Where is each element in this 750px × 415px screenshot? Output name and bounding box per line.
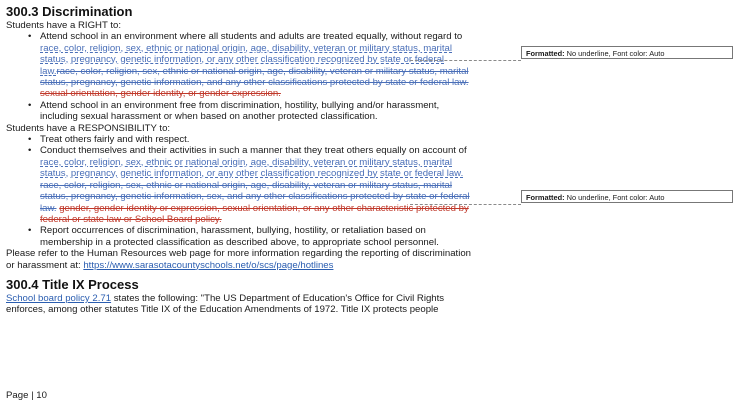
responsibility-intro: Students have a RESPONSIBILITY to: [6,122,171,134]
deleted-text-red: gender, gender identity or expression, sexual orientation, or any other characteristic protected by federal or state law or School Board policy. [40,202,469,225]
format-comment-1[interactable] [521,46,733,59]
list-item [6,134,476,145]
document-body [6,4,476,316]
rights-list [6,31,476,122]
section-heading-title-ix: 300.4 Title IX Process [6,276,139,292]
list-item [6,145,476,225]
responsibility-item-3-text: Report occurrences of discrimination, harassment, bullying, hostility, or retaliation based on membership in a protected classification as described above, to appropriate school personnel. [40,225,439,248]
comment-label: Formatted: [526,49,565,58]
list-item [6,100,476,123]
deleted-text: race, color, religion, sex, ethnic or national origin, age, disability, veteran or military status, marital status, pregnancy, genetic information, and any other classifications protected by state or federal law. [40,65,469,89]
hotlines-link[interactable]: https://www.sarasotacountyschools.net/o/scs/page/hotlines [83,259,334,271]
comment-connector [410,60,521,61]
rights-item-2-text: Attend school in an environment free from discrimination, hostility, bullying and/or harassment, including sexual harassment or when based on another protected classification. [40,99,440,123]
list-item [6,31,476,99]
refer-text: Please refer to the Human Resources web page for more information regarding the reporting of discrimination or harassment at: [6,248,472,271]
deleted-text: race, color, religion, sex, ethnic or national origin, age, disability, veteran or military status, marital status, pregnancy, genetic information, sex, and any other classifications protected by state or federal law. [40,179,470,214]
bullet-icon: • [28,145,32,157]
list-item [6,225,476,248]
bullet-icon: • [28,31,32,43]
page-number: Page | 10 [6,390,47,401]
responsibility-item-2-text: Conduct themselves and their activities in such a manner that they treat others equally on account of [40,145,467,157]
section-heading-discrimination: 300.3 Discrimination [6,4,133,19]
bullet-icon: • [28,134,32,146]
bullet-icon: • [28,225,32,237]
title-ix-text: states the following: "The US Department of Education's Office for Civil Rights enforces, among other statutes Title IX of the Education Amendments of 1972. Title IX protects people [6,292,445,316]
responsibility-list [6,134,476,248]
responsibility-item-1-text: Treat others fairly and with respect. [40,134,190,146]
comment-text: No underline, Font color: Auto [566,49,665,58]
comment-connector [410,204,521,205]
title-ix-paragraph [6,293,476,316]
inserted-text: race, color, religion, sex, ethnic or national origin, age, disability, veteran or military status, marital status, pregnancy, genetic information, or any other classification recognized by state or federal law. [40,156,464,180]
format-comment-2[interactable] [521,190,733,203]
comment-label: Formatted: [526,193,565,202]
policy-link[interactable]: School board policy 2.71 [6,292,112,304]
rights-item-1-text: Attend school in an environment where all students and adults are treated equally, without regard to [40,31,463,43]
comment-text: No underline, Font color: Auto [566,193,665,202]
inserted-text: race, color, religion, sex, ethnic or national origin, age, disability, veteran or military status, marital status, pregnancy, genetic information, or any other classification recognized by state or federal law. [40,42,453,77]
refer-paragraph [6,248,476,271]
deleted-text-red: sexual orientation, gender identity, or gender expression. [40,88,281,100]
bullet-icon: • [28,99,32,111]
rights-intro: Students have a RIGHT to: [6,20,122,31]
